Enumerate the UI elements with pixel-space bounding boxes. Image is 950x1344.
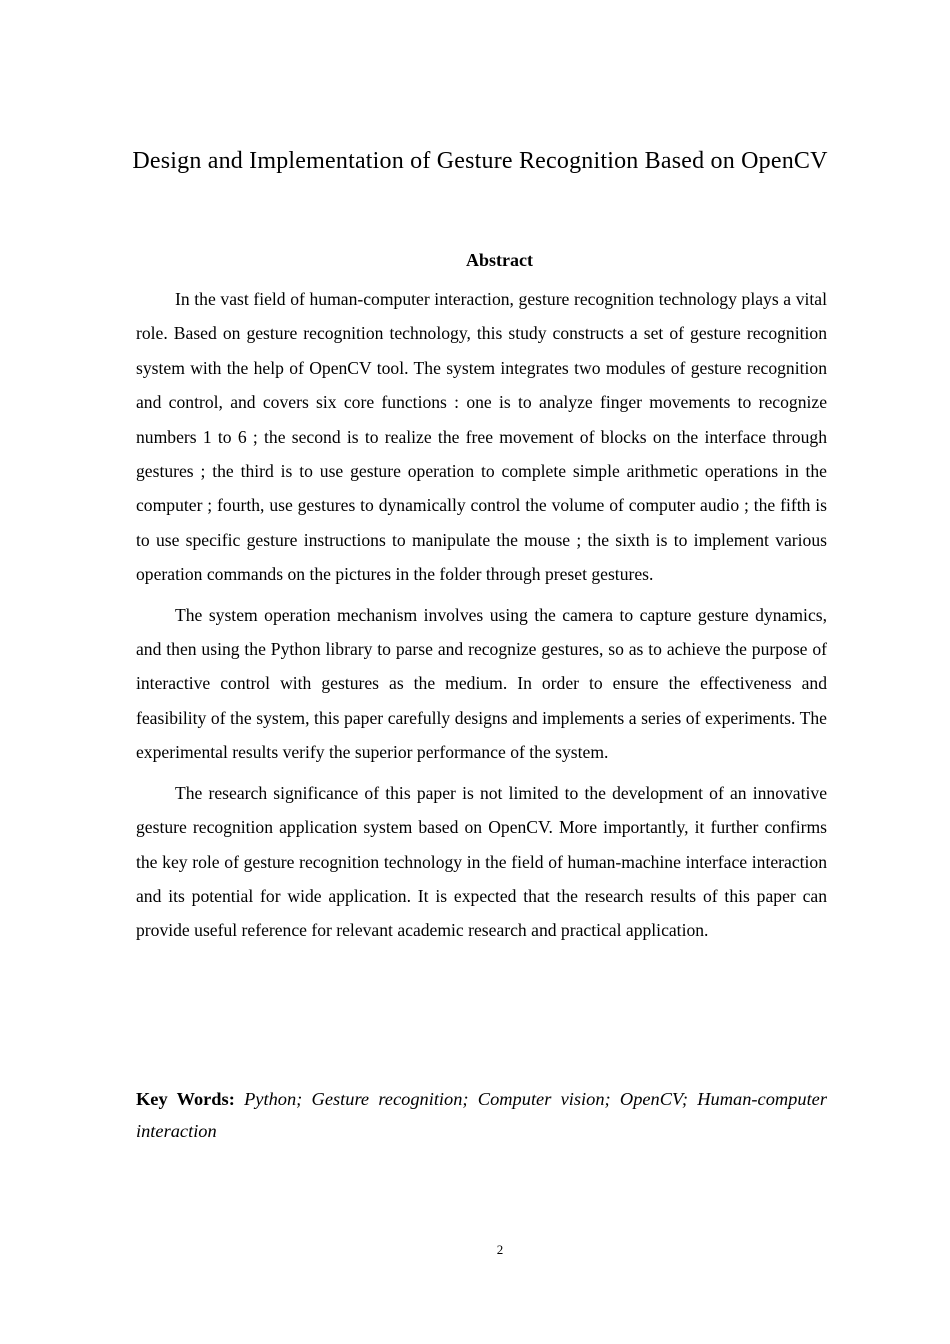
abstract-paragraph-1: In the vast field of human-computer interaction, gesture recognition technology plays a vital role. Based on gesture recognition technology, this study constructs a set of gesture recognition system with the help of OpenCV tool. The system integrates two modules of gesture recognition and control, and covers six core functions : one is to analyze finger movements to recognize numbers 1 to 6 ; the second is to realize the free movement of blocks on the interface through gestures ; the third is to use gesture operation to complete simple arithmetic operations in the computer ; fourth, use gestures to dynamically control the volume of computer audio ; the fifth is to use specific gesture instructions to manipulate the mouse ; the sixth is to implement various operation commands on the pictures in the folder through preset gestures. (136, 289, 827, 585)
keywords-values: Python; Gesture recognition; Computer vision; OpenCV; Human-computer interaction (136, 1089, 827, 1141)
abstract-heading: Abstract (466, 250, 533, 270)
keywords-label: Key Words: (136, 1089, 235, 1109)
abstract-paragraph-2: The system operation mechanism involves using the camera to capture gesture dynamics, and then using the Python library to parse and recognize gestures, so as to achieve the purpose of interactive control with gestures as the medium. In order to ensure the effectiveness and feasibility of the system, this paper carefully designs and implements a series of experiments. The experimental results verify the superior performance of the system. (136, 604, 827, 763)
abstract-paragraph-3: The research significance of this paper is not limited to the development of an innovative gesture recognition application system based on OpenCV. More importantly, it further confirms the key role of gesture recognition technology in the field of human-machine interface interaction and its potential for wide application. It is expected that the research results of this paper can provide useful reference for relevant academic research and practical application. (136, 782, 827, 941)
abstract-body (136, 282, 827, 954)
keywords-line (136, 1083, 827, 1147)
paper-title: Design and Implementation of Gesture Recognition Based on OpenCV (132, 148, 828, 174)
page-number: 2 (496, 1242, 504, 1257)
